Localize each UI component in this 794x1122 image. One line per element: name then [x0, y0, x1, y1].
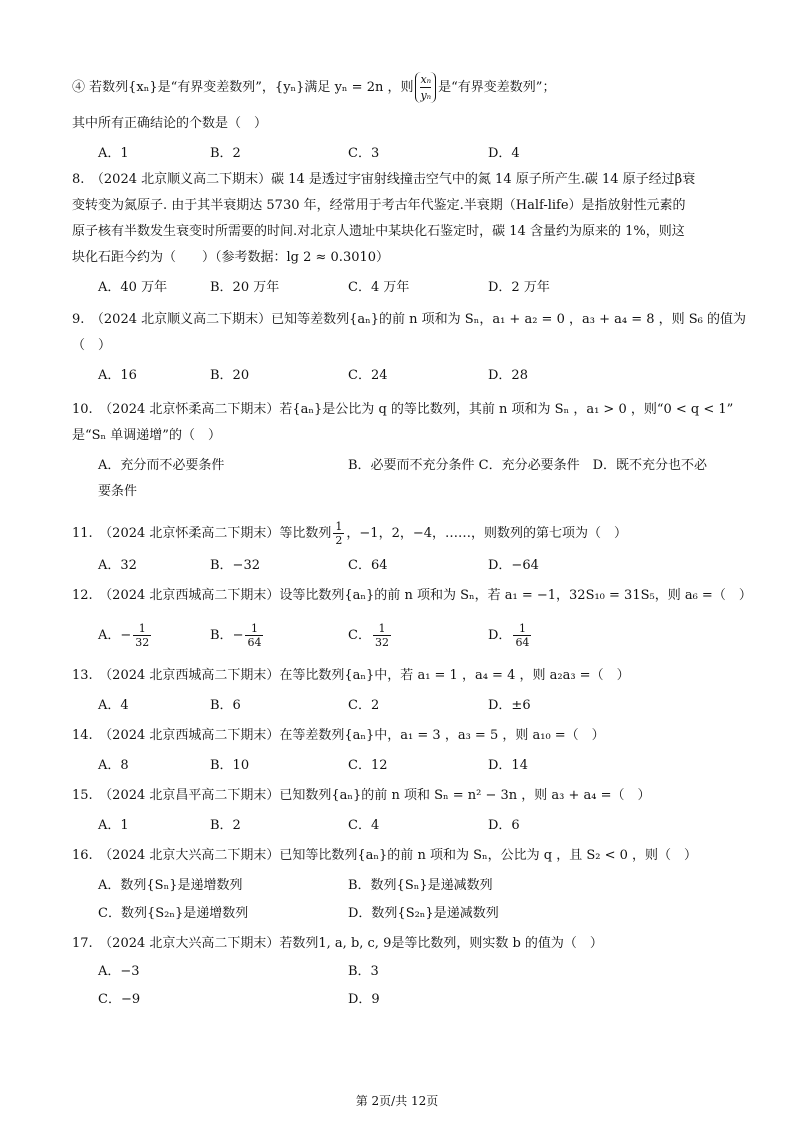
q14-line1: 14. （2024 北京西城高二下期末）在等差数列{aₙ}中，a₁ = 3 ，a₃ = 5 ，则 a₁₀ =（ ） — [72, 728, 605, 743]
q17-option-c: C．−9 — [98, 992, 141, 1007]
fraction-numerator: xₙ — [420, 73, 432, 86]
option-label: C． — [348, 628, 371, 643]
q9-line1: 9. （2024 北京顺义高二下期末）已知等差数列{aₙ}的前 n 项和为 Sₙ，a₁ + a₂ = 0 ，a₃ + a₄ = 8 ，则 S₆ 的值为 — [72, 312, 747, 327]
q14-option-c: C．12 — [348, 758, 388, 773]
fraction-numerator: 1 — [373, 622, 391, 636]
option-label: A． — [98, 628, 121, 643]
q17-line1: 17. （2024 北京大兴高二下期末）若数列1, a, b, c, 9是等比数列，则实数 b 的值为（ ） — [72, 936, 603, 951]
q9-option-a: A．16 — [98, 368, 137, 383]
q7-item4-text: ④ 若数列{xₙ}是“有界变差数列”，{yₙ}满足 yₙ = 2n ，则 — [72, 80, 414, 95]
q10-option-a: A．充分而不必要条件 — [98, 458, 225, 473]
q15-option-b: B．2 — [210, 818, 241, 833]
q7-option-a: A．1 — [98, 146, 129, 161]
q13-option-d: D．±6 — [488, 698, 531, 713]
option-sign: − — [232, 628, 244, 643]
q9-line2: （ ） — [72, 338, 112, 353]
fraction-denominator: 64 — [515, 636, 530, 649]
q8-option-d: D．2 万年 — [488, 280, 550, 295]
q7-question-tail: 其中所有正确结论的个数是（ ） — [72, 116, 268, 131]
q7-option-b: B．2 — [210, 146, 241, 161]
q11-option-c: C．64 — [348, 558, 388, 573]
q11-fraction — [333, 520, 344, 547]
q10-line2: 是“Sₙ 单调递增”的（ ） — [72, 428, 221, 443]
q12-line1: 12. （2024 北京西城高二下期末）设等比数列{aₙ}的前 n 项和为 Sₙ，若 a₁ = −1，32S₁₀ = 31S₅，则 a₆ =（ ） — [72, 588, 752, 603]
option-fraction — [245, 622, 263, 649]
q15-option-a: A．1 — [98, 818, 129, 833]
q15-option-c: C．4 — [348, 818, 380, 833]
q7-item4-fraction — [415, 72, 436, 103]
option-label: D． — [488, 628, 512, 643]
option-label: B． — [210, 628, 233, 643]
q11-line1 — [72, 520, 627, 547]
option-fraction — [513, 622, 531, 649]
q13-option-b: B．6 — [210, 698, 241, 713]
q10-option-d-wrap: 要条件 — [98, 484, 138, 499]
q14-option-a: A．8 — [98, 758, 129, 773]
q15-line1: 15. （2024 北京昌平高二下期末）已知数列{aₙ}的前 n 项和 Sₙ = n² − 3n ，则 a₃ + a₄ =（ ） — [72, 788, 651, 803]
q8-option-b: B．20 万年 — [210, 280, 280, 295]
q8-line3: 原子核有半数发生衰变时所需要的时间.对北京人遗址中某块化石鉴定时，碳 14 含量约为原来的 1%，则这 — [72, 224, 685, 239]
q10-options-bcd: B．必要而不充分条件 C．充分必要条件 D．既不充分也不必 — [348, 458, 708, 473]
q13-line1: 13. （2024 北京西城高二下期末）在等比数列{aₙ}中，若 a₁ = 1 ，a₄ = 4 ，则 a₂a₃ =（ ） — [72, 668, 630, 683]
q16-option-a: A．数列{Sₙ}是递增数列 — [98, 878, 243, 893]
fraction-numerator: 1 — [513, 622, 531, 636]
q13-option-c: C．2 — [348, 698, 380, 713]
q16-option-b: B．数列{Sₙ}是递减数列 — [348, 878, 493, 893]
option-fraction — [373, 622, 391, 649]
q7-option-d: D．4 — [488, 146, 520, 161]
q11-option-b: B．−32 — [210, 558, 260, 573]
fraction-numerator: 1 — [245, 622, 263, 636]
option-fraction — [133, 622, 151, 649]
fraction-denominator: 2 — [335, 534, 343, 547]
q15-option-d: D．6 — [488, 818, 520, 833]
option-sign: − — [120, 628, 132, 643]
q17-option-b: B．3 — [348, 964, 379, 979]
q8-line2: 变转变为氮原子. 由于其半衰期达 5730 年，经常用于考古年代鉴定.半衰期（Half-life）是指放射性元素的 — [72, 198, 686, 213]
q12-option-d — [488, 622, 533, 649]
fraction-numerator: 1 — [335, 520, 343, 533]
fraction-denominator: yₙ — [420, 89, 432, 102]
q7-item4-tail: 是“有界变差数列”； — [438, 80, 556, 95]
q11-option-d: D．−64 — [488, 558, 539, 573]
q9-option-d: D．28 — [488, 368, 528, 383]
q14-option-b: B．10 — [210, 758, 250, 773]
fraction-denominator: 64 — [247, 636, 262, 649]
q12-option-a — [98, 622, 153, 649]
q8-option-a: A．40 万年 — [98, 280, 168, 295]
q17-option-d: D．9 — [348, 992, 380, 1007]
q7-item4 — [72, 72, 555, 103]
q16-line1: 16. （2024 北京大兴高二下期末）已知等比数列{aₙ}的前 n 项和为 Sₙ，公比为 q ，且 S₂ < 0 ，则（ ） — [72, 848, 698, 863]
q9-option-c: C．24 — [348, 368, 388, 383]
q14-option-d: D．14 — [488, 758, 528, 773]
q12-option-b — [210, 622, 265, 649]
q9-option-b: B．20 — [210, 368, 250, 383]
q11-tail: ，−1，2，−4，……，则数列的第七项为（ ） — [346, 526, 628, 541]
fraction-denominator: 32 — [374, 636, 389, 649]
fraction-numerator: 1 — [133, 622, 151, 636]
q17-option-a: A．−3 — [98, 964, 140, 979]
q7-option-c: C．3 — [348, 146, 380, 161]
q11-text: 11. （2024 北京怀柔高二下期末）等比数列 — [72, 526, 332, 541]
q12-option-c — [348, 622, 393, 649]
fraction-denominator: 32 — [135, 636, 150, 649]
q16-option-c: C．数列{S₂ₙ}是递增数列 — [98, 906, 249, 921]
q11-option-a: A．32 — [98, 558, 137, 573]
q16-option-d: D．数列{S₂ₙ}是递减数列 — [348, 906, 499, 921]
page-footer: 第 2页/共 12页 — [355, 1094, 439, 1108]
q10-line1: 10. （2024 北京怀柔高二下期末）若{aₙ}是公比为 q 的等比数列，其前 n 项和为 Sₙ ，a₁ > 0 ，则“0 < q < 1” — [72, 402, 734, 417]
q8-line1: 8. （2024 北京顺义高二下期末）碳 14 是透过宇宙射线撞击空气中的氮 14 原子所产生.碳 14 原子经过β衰 — [72, 172, 696, 187]
q8-option-c: C．4 万年 — [348, 280, 410, 295]
q13-option-a: A．4 — [98, 698, 129, 713]
q8-line4: 块化石距今约为（ ）（参考数据：lg 2 ≈ 0.3010） — [72, 250, 390, 265]
